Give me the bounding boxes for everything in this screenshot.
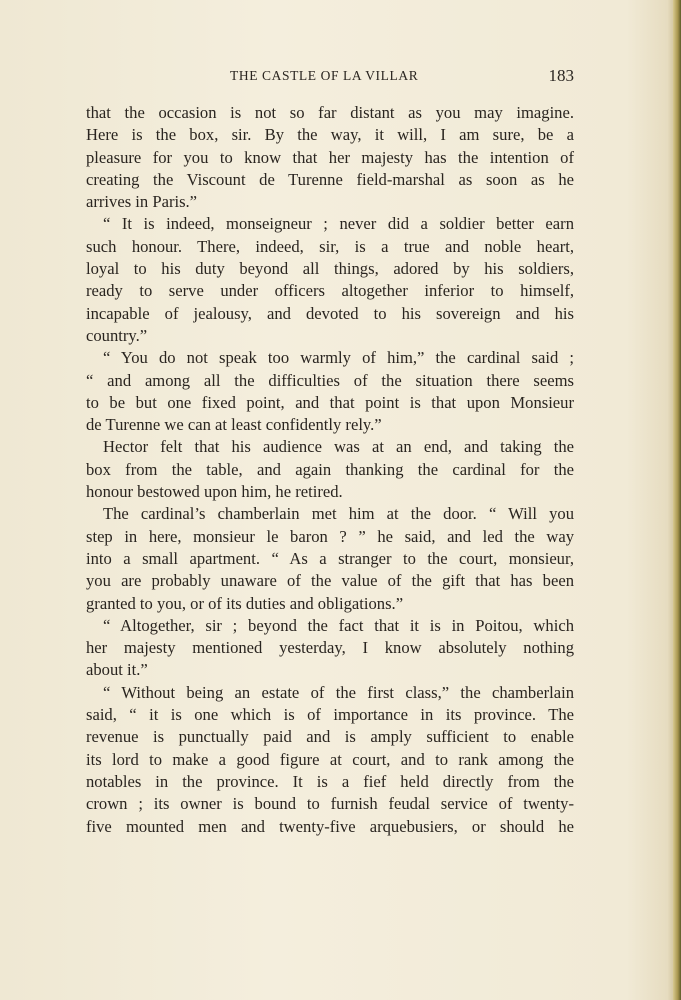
- text-line: notables in the province. It is a fief held directly from the: [86, 771, 574, 791]
- text-line: arrives in Paris.”: [86, 192, 198, 212]
- text-line: revenue is punctually paid and is amply sufficient to enable: [86, 727, 574, 747]
- paragraph: [86, 682, 574, 838]
- text-line: her majesty mentioned yesterday, I know absolutely nothing: [86, 638, 574, 658]
- text-line: “ You do not speak too warmly of him,” the cardinal said ;: [103, 348, 574, 368]
- text-line: “ Altogether, sir ; beyond the fact that it is in Poitou, which: [103, 615, 574, 635]
- page-number: 183: [548, 66, 574, 85]
- text-line: ready to serve under officers altogether inferior to himself,: [86, 281, 574, 301]
- text-line: pleasure for you to know that her majesty has the intention of: [86, 147, 574, 167]
- text-line: step in here, monsieur le baron ? ” he said, and led the way: [86, 526, 574, 546]
- text-line: creating the Viscount de Turenne field-marshal as soon as he: [86, 169, 574, 189]
- text-line: de Turenne we can at least confidently rely.”: [86, 415, 382, 435]
- text-line: five mounted men and twenty-five arquebusiers, or should he: [86, 816, 574, 836]
- text-line: crown ; its owner is bound to furnish feudal service of twenty-: [86, 794, 574, 814]
- text-line: The cardinal’s chamberlain met him at the door. “ Will you: [103, 504, 574, 524]
- paragraph: [86, 347, 574, 436]
- text-line: country.”: [86, 325, 148, 345]
- text-line: honour bestowed upon him, he retired.: [86, 482, 343, 502]
- text-line: granted to you, or of its duties and obligations.”: [86, 593, 404, 613]
- paragraph: [86, 213, 574, 347]
- text-line: its lord to make a good figure at court, and to rank among the: [86, 749, 574, 769]
- paragraph: [86, 615, 574, 682]
- text-line: Hector felt that his audience was at an end, and taking the: [103, 437, 574, 457]
- text-line: “ and among all the difficulties of the situation there seems: [86, 370, 574, 390]
- text-line: you are probably unaware of the value of the gift that has been: [86, 571, 574, 591]
- text-line: that the occasion is not so far distant as you may imagine.: [86, 103, 574, 122]
- running-title: THE CASTLE OF LA VILLAR: [230, 68, 419, 83]
- paragraph: [86, 102, 574, 213]
- text-line: incapable of jealousy, and devoted to his sovereign and his: [86, 303, 574, 323]
- text-line: box from the table, and again thanking the cardinal for the: [86, 459, 574, 479]
- text-line: to be but one fixed point, and that point is that upon Monsieur: [86, 392, 574, 412]
- text-line: loyal to his duty beyond all things, adored by his soldiers,: [86, 259, 574, 279]
- page-header: [86, 66, 576, 88]
- text-line: “ Without being an estate of the first class,” the chamberlain: [103, 682, 574, 702]
- text-line: Here is the box, sir. By the way, it will, I am sure, be a: [86, 125, 574, 145]
- page-edge-binding: [673, 0, 681, 1000]
- paragraph: [86, 503, 574, 614]
- paragraph: [86, 436, 574, 503]
- text-line: “ It is indeed, monseigneur ; never did a soldier better earn: [103, 214, 574, 234]
- text-line: into a small apartment. “ As a stranger to the court, monsieur,: [86, 548, 574, 568]
- body-text: [86, 102, 574, 838]
- text-line: said, “ it is one which is of importance in its province. The: [86, 705, 574, 725]
- text-line: about it.”: [86, 660, 148, 680]
- text-line: such honour. There, indeed, sir, is a true and noble heart,: [86, 236, 574, 256]
